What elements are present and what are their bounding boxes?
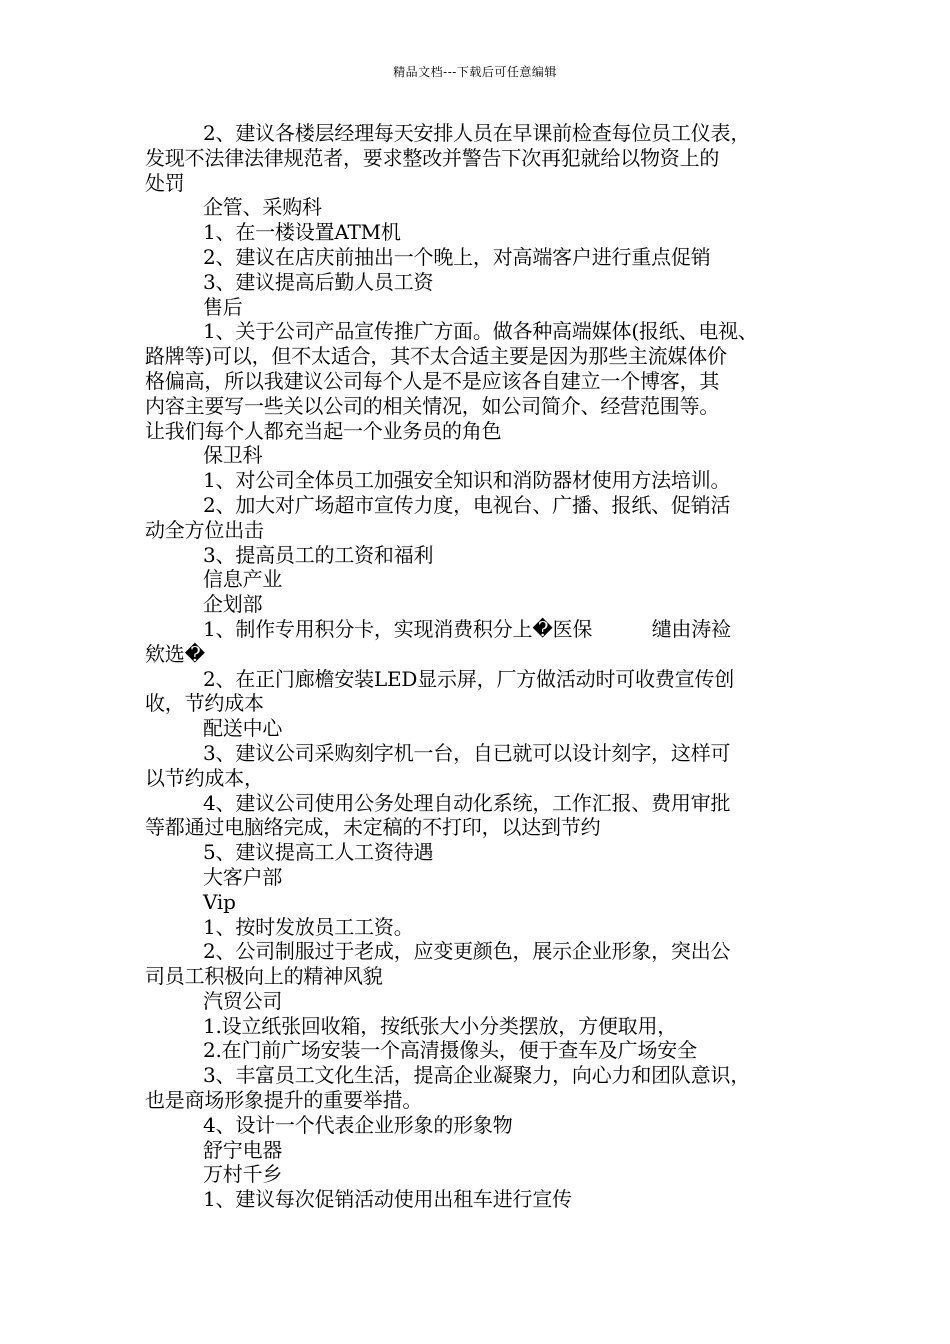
text-line: 企划部 — [203, 592, 263, 617]
text-line: 1、对公司全体员工加强安全知识和消防器材使用方法培训。 — [203, 468, 731, 493]
text-line: 欸选� — [145, 641, 205, 666]
text-line: 售后 — [203, 294, 243, 319]
text-line: 等都通过电脑络完成，未定稿的不打印，以达到节约 — [145, 815, 601, 840]
text-line: 信息产业 — [203, 567, 283, 592]
text-line: 保卫科 — [203, 443, 263, 468]
text-line: 3、建议提高后勤人员工资 — [203, 269, 434, 294]
text-line: 5、建议提高工人工资待遇 — [203, 840, 434, 865]
text-line: 万村千乡 — [203, 1162, 283, 1187]
text-line: 处罚 — [145, 170, 185, 195]
text-line: 1、关于公司产品宣传推广方面。做各种高端媒体(报纸、电视、 — [203, 319, 758, 344]
text-line: 1、按时发放员工工资。 — [203, 914, 414, 939]
text-line: 2.在门前广场安装一个高清摄像头，便于查车及广场安全 — [203, 1038, 697, 1063]
text-line: 大客户部 — [203, 864, 283, 889]
text-line: 2、在正门廊檐安装LED显示屏，厂方做活动时可收费宣传创 — [203, 666, 735, 691]
text-line: 4、建议公司使用公务处理自动化系统，工作汇报、费用审批 — [203, 790, 731, 815]
text-line: Vip — [203, 889, 236, 914]
text-line: 企管、采购科 — [203, 195, 322, 220]
page-header: 精品文档---下载后可任意编辑 — [393, 65, 557, 79]
text-line: 1、制作专用积分卡，实现消费积分上�医保 缱由涛裣 — [203, 616, 731, 641]
text-line: 以节约成本， — [145, 765, 264, 790]
text-line: 也是商场形象提升的重要举措。 — [145, 1088, 423, 1113]
text-line: 汽贸公司 — [203, 988, 283, 1013]
text-line: 3、提高员工的工资和福利 — [203, 542, 434, 567]
text-line: 2、建议在店庆前抽出一个晚上，对高端客户进行重点促销 — [203, 244, 711, 269]
text-line: 1、在一楼设置ATM机 — [203, 220, 401, 245]
document-body — [145, 121, 805, 1212]
text-line: 3、丰富员工文化生活，提高企业凝聚力，向心力和团队意识， — [203, 1063, 751, 1088]
text-line: 发现不法律法律规范者，要求整改并警告下次再犯就给以物资上的 — [145, 145, 720, 170]
text-line: 1、建议每次促销活动使用出租车进行宣传 — [203, 1187, 572, 1212]
text-line: 1.设立纸张回收箱，按纸张大小分类摆放，方便取用， — [203, 1013, 678, 1038]
text-line: 路牌等)可以，但不太适合，其不太合适主要是因为那些主流媒体价 — [145, 344, 727, 369]
text-line: 2、建议各楼层经理每天安排人员在早课前检查每位员工仪表， — [203, 121, 751, 145]
text-line: 内容主要写一些关以公司的相关情况，如公司简介、经营范围等。 — [145, 393, 720, 418]
text-line: 2、加大对广场超市宣传力度，电视台、广播、报纸、促销活 — [203, 492, 731, 517]
text-line: 3、建议公司采购刻字机一台，自已就可以设计刻字，这样可 — [203, 740, 731, 765]
text-line: 动全方位出击 — [145, 517, 264, 542]
text-line: 配送中心 — [203, 716, 283, 741]
text-line: 让我们每个人都充当起一个业务员的角色 — [145, 418, 502, 443]
text-line: 格偏高，所以我建议公司每个人是不是应该各自建立一个博客，其 — [145, 368, 720, 393]
text-line: 4、设计一个代表企业形象的形象物 — [203, 1112, 513, 1137]
text-line: 2、公司制服过于老成，应变更颜色，展示企业形象，突出公 — [203, 939, 731, 964]
text-line: 舒宁电器 — [203, 1137, 283, 1162]
text-line: 司员工积极向上的精神风貌 — [145, 964, 383, 989]
text-line: 收，节约成本 — [145, 691, 264, 716]
